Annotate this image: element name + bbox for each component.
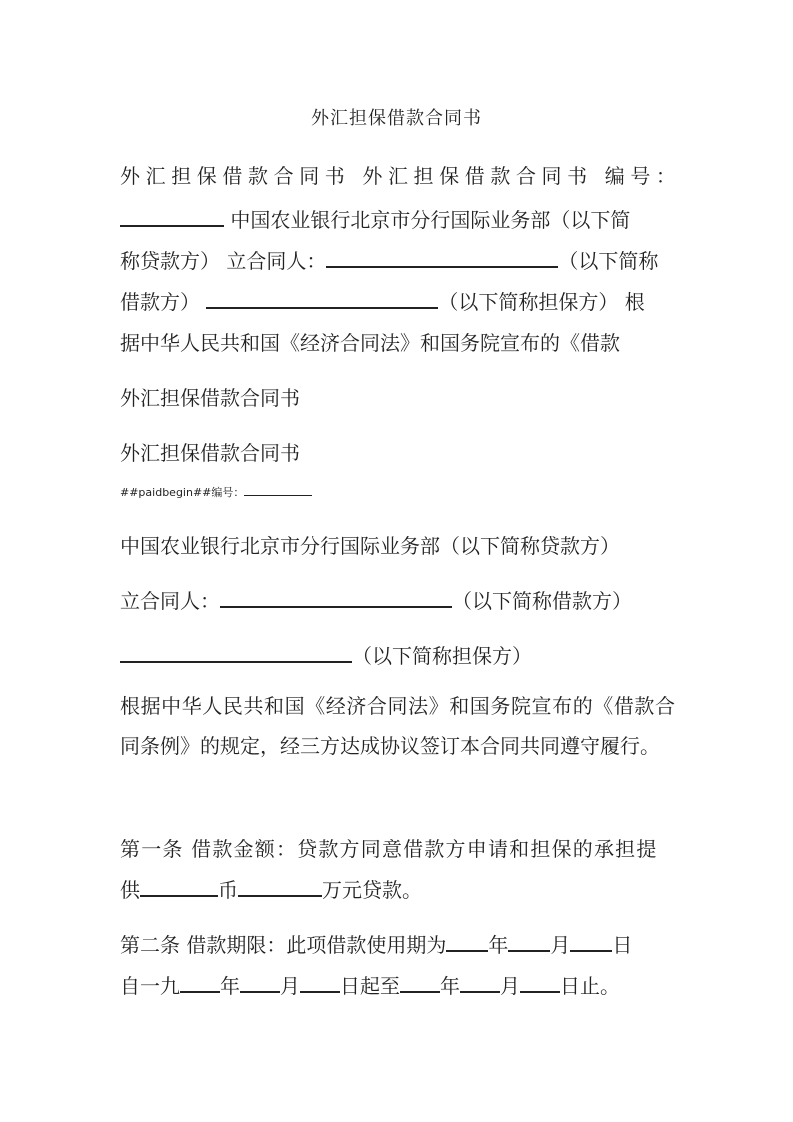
summary-line-2: 中国农业银行北京市分行国际业务部（以下简 (120, 204, 630, 233)
borrower-blank (326, 246, 558, 268)
number-line: ##paidbegin##编号： (120, 484, 312, 500)
summary-line-1: 外汇担保借款合同书 外汇担保借款合同书 编号： (120, 164, 682, 188)
borrower-line: 立合同人： （以下简称借款方） (120, 585, 632, 614)
borrower-name-blank (220, 586, 452, 608)
guarantor-blank (206, 287, 438, 309)
preamble-paragraph: 根据中华人民共和国《经济合同法》和国务院宣布的《借款合同条例》的规定，经三方达成协议签订本合同共同遵守履行。 (120, 694, 675, 758)
summary-line-3: 称贷款方） 立合同人： （以下简称 (120, 245, 658, 274)
article-2-line-1: 第二条 借款期限：此项借款使用期为 年 月 日 (120, 929, 632, 958)
end-year-blank (400, 971, 440, 993)
start-year-blank (180, 971, 220, 993)
end-day-blank (520, 971, 560, 993)
page-title: 外汇担保借款合同书 (311, 108, 482, 129)
heading-2: 外汇担保借款合同书 (120, 441, 300, 465)
article-2-line-2: 自一九 年 月 日起至 年 月 日止。 (120, 970, 620, 999)
period-year-blank (446, 930, 488, 952)
article-1-line-1: 第一条 借款金额：贷款方同意借款方申请和担保的承担提 (120, 837, 658, 861)
period-month-blank (508, 930, 550, 952)
summary-line-4: 借款方） （以下简称担保方） 根 (120, 286, 645, 315)
article-1-line-2: 供 币 万元贷款。 (120, 874, 422, 903)
start-day-blank (300, 971, 340, 993)
start-month-blank (240, 971, 280, 993)
end-month-blank (460, 971, 500, 993)
number-blank (244, 485, 312, 496)
amount-blank (238, 875, 322, 897)
guarantor-name-blank (120, 641, 352, 663)
currency-blank (140, 875, 218, 897)
guarantor-line: （以下简称担保方） (120, 640, 532, 669)
heading-1: 外汇担保借款合同书 (120, 386, 300, 410)
period-day-blank (570, 930, 612, 952)
summary-line-5: 据中华人民共和国《经济合同法》和国务院宣布的《借款 (120, 331, 620, 355)
lender-line: 中国农业银行北京市分行国际业务部（以下简称贷款方） (120, 534, 620, 558)
contract-number-blank (120, 205, 224, 227)
